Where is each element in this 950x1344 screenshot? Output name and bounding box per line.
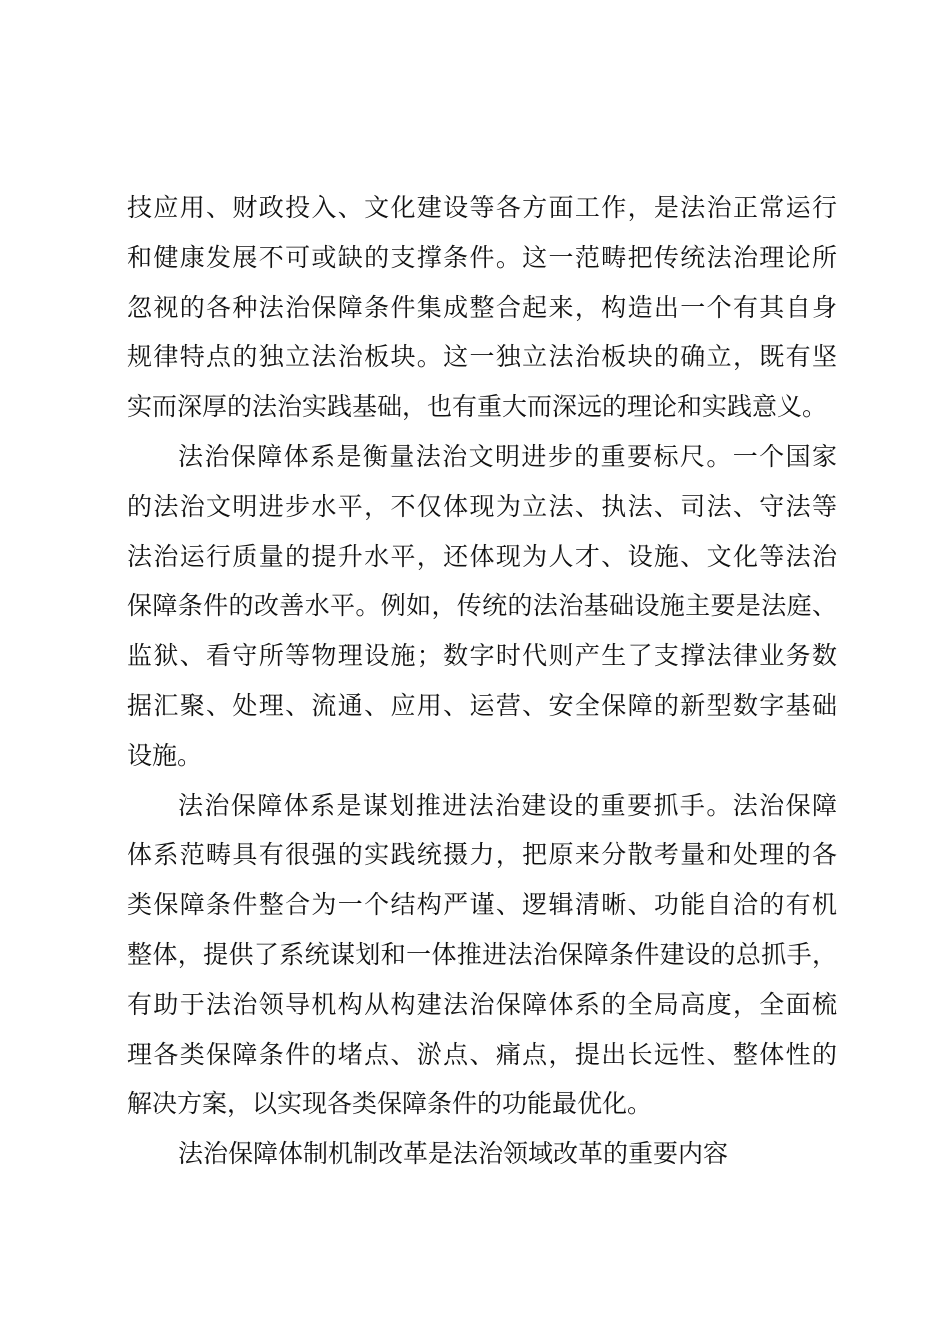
text-line: 保障条件的改善水平。例如，传统的法治基础设施主要是法庭、: [127, 591, 837, 621]
paragraph-first-line: 法治保障体系是衡量法治文明进步的重要标尺。一个国家: [178, 441, 837, 471]
text-line: 技应用、财政投入、文化建设等各方面工作，是法治正常运行: [127, 193, 837, 222]
body-text: [127, 183, 837, 1179]
text-line: 监狱、看守所等物理设施；数字时代则产生了支撑法律业务数: [127, 641, 837, 671]
text-line: 理各类保障条件的堵点、淤点、痛点，提出长远性、整体性的: [127, 1039, 837, 1069]
text-line: 整体，提供了系统谋划和一体推进法治保障条件建设的总抓手，: [127, 939, 837, 969]
text-line: 据汇聚、处理、流通、应用、运营、安全保障的新型数字基础: [127, 690, 837, 720]
text-line: 法治运行质量的提升水平，还体现为人才、设施、文化等法治: [127, 541, 837, 571]
section-heading: 法治保障体制机制改革是法治领域改革的重要内容: [178, 1139, 729, 1169]
text-line: 和健康发展不可或缺的支撑条件。这一范畴把传统法治理论所: [127, 242, 837, 272]
text-line: 实而深厚的法治实践基础，也有重大而深远的理论和实践意义。: [127, 392, 828, 422]
paragraph-first-line: 法治保障体系是谋划推进法治建设的重要抓手。法治保障: [178, 790, 837, 820]
text-line: 类保障条件整合为一个结构严谨、逻辑清晰、功能自洽的有机: [127, 890, 837, 920]
text-line: 有助于法治领导机构从构建法治保障体系的全局高度，全面梳: [127, 989, 837, 1019]
text-line: 体系范畴具有很强的实践统摄力，把原来分散考量和处理的各: [127, 840, 837, 870]
text-line: 规律特点的独立法治板块。这一独立法治板块的确立，既有坚: [127, 342, 837, 372]
text-line: 的法治文明进步水平，不仅体现为立法、执法、司法、守法等: [127, 491, 837, 521]
text-line: 设施。: [127, 740, 203, 770]
text-line: 忽视的各种法治保障条件集成整合起来，构造出一个有其自身: [127, 292, 837, 322]
text-line: 解决方案，以实现各类保障条件的功能最优化。: [127, 1089, 653, 1119]
